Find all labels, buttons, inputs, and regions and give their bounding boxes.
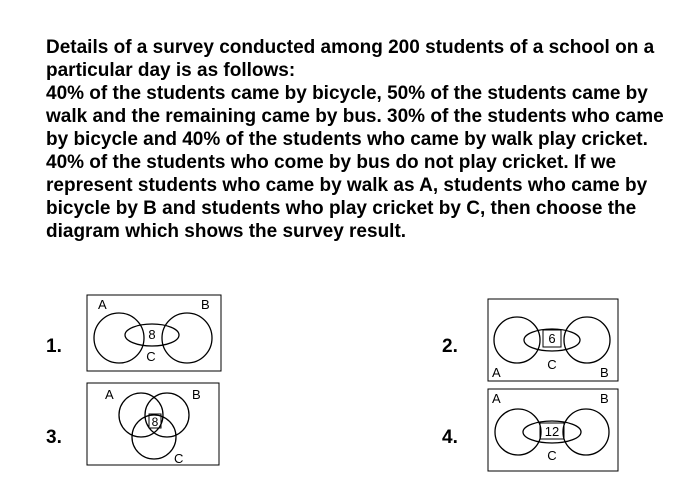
option-1-circle-a: [94, 313, 144, 363]
question-intro: Details of a survey conducted among 200 students of a school on a particular day is as follows:: [46, 37, 655, 81]
option-4-label-b: B: [600, 391, 609, 406]
option-4-circle-a: [495, 409, 541, 455]
option-2-circle-a: [494, 317, 540, 363]
option-3-number: 3.: [46, 427, 62, 448]
option-1-label-a: A: [98, 297, 107, 312]
option-3-value: 8: [151, 415, 159, 429]
option-1-label-b: B: [201, 297, 210, 312]
option-3-diagram[interactable]: [86, 382, 220, 466]
option-2-label-b: B: [600, 365, 609, 380]
option-4-label-a: A: [492, 391, 501, 406]
option-4-label-c: C: [547, 448, 557, 463]
question-text: [46, 36, 676, 243]
option-3-label-c: C: [174, 451, 184, 466]
option-1-value: 8: [148, 327, 156, 342]
option-4-circle-b: [563, 409, 609, 455]
option-2-label-a: A: [492, 365, 501, 380]
option-3-label-a: A: [105, 387, 114, 402]
option-4-diagram[interactable]: [487, 388, 619, 472]
option-4-value: 12: [544, 424, 560, 439]
option-2-diagram[interactable]: [487, 298, 619, 382]
option-1-number: 1.: [46, 336, 62, 357]
option-2-number: 2.: [442, 336, 458, 357]
option-1-diagram[interactable]: [86, 294, 222, 372]
option-2-value: 6: [548, 331, 556, 346]
option-2-circle-b: [564, 317, 610, 363]
option-1-label-c: C: [146, 349, 156, 364]
option-1-circle-b: [162, 313, 212, 363]
question-body: 40% of the students came by bicycle, 50% of the students came by walk and the remaining came by bus. 30% of the students who came by bicycle and 40% of the students who came by walk play cricket. 40% of the students who come by bus do not play cricket. If we represent students who came by walk as A, students who came by bicycle by B and students who play cricket by C, then choose the diagram which shows the survey result.: [46, 83, 664, 242]
option-3-label-b: B: [192, 387, 201, 402]
option-2-label-c: C: [547, 357, 557, 372]
option-4-number: 4.: [442, 427, 458, 448]
